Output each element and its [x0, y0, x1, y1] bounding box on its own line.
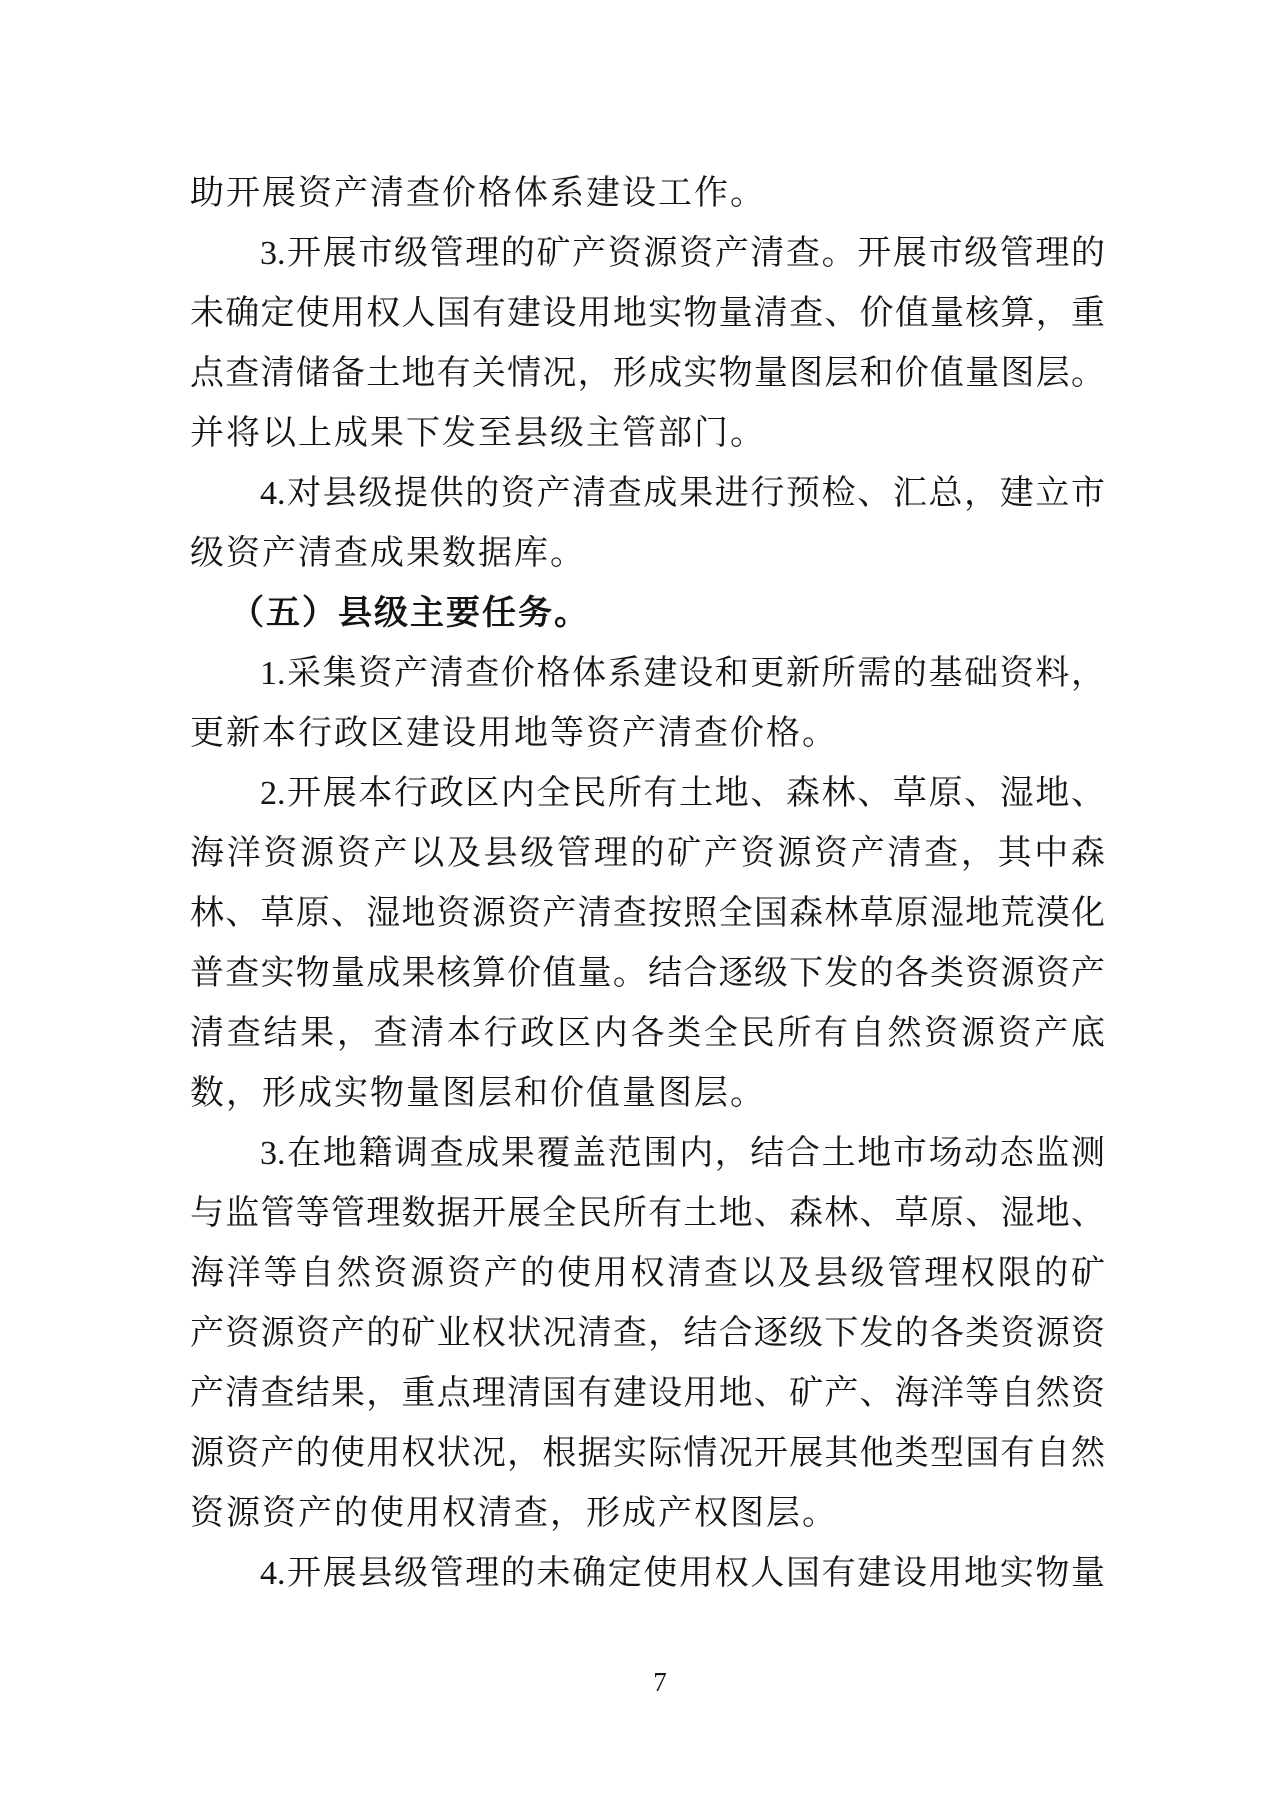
- text-line: 与监管等管理数据开展全民所有土地、森林、草原、湿地、: [190, 1195, 1105, 1232]
- text-line: 海洋资源资产以及县级管理的矿产资源资产清查，其中森: [190, 835, 1105, 872]
- document-body: [190, 164, 1105, 1604]
- text-line: 数，形成实物量图层和价值量图层。: [190, 1075, 766, 1112]
- text-line: 资源资产的使用权清查，形成产权图层。: [190, 1495, 838, 1532]
- page-number: 7: [653, 1667, 667, 1697]
- text-line: 助开展资产清查价格体系建设工作。: [190, 175, 766, 212]
- text-line: 2.开展本行政区内全民所有土地、森林、草原、湿地、: [260, 775, 1105, 812]
- text-line: 林、草原、湿地资源资产清查按照全国森林草原湿地荒漠化: [190, 895, 1105, 932]
- text-line: 清查结果，查清本行政区内各类全民所有自然资源资产底: [190, 1015, 1105, 1052]
- text-line: 普查实物量成果核算价值量。结合逐级下发的各类资源资产: [190, 955, 1105, 992]
- text-line: 更新本行政区建设用地等资产清查价格。: [190, 715, 838, 752]
- text-line: 点查清储备土地有关情况，形成实物量图层和价值量图层。: [190, 355, 1105, 392]
- text-line: 1.采集资产清查价格体系建设和更新所需的基础资料，: [260, 655, 1105, 692]
- section-heading: （五）县级主要任务。: [230, 595, 590, 632]
- text-line: 3.在地籍调查成果覆盖范围内，结合土地市场动态监测: [260, 1135, 1105, 1172]
- text-line: 产资源资产的矿业权状况清查，结合逐级下发的各类资源资: [190, 1315, 1105, 1352]
- text-line: 并将以上成果下发至县级主管部门。: [190, 415, 766, 452]
- text-line: 4.开展县级管理的未确定使用权人国有建设用地实物量: [260, 1555, 1105, 1592]
- text-line: 3.开展市级管理的矿产资源资产清查。开展市级管理的: [260, 235, 1105, 272]
- text-line: 4.对县级提供的资产清查成果进行预检、汇总，建立市: [260, 475, 1105, 512]
- text-line: 未确定使用权人国有建设用地实物量清查、价值量核算，重: [190, 295, 1105, 332]
- text-line: 源资产的使用权状况，根据实际情况开展其他类型国有自然: [190, 1435, 1105, 1472]
- text-line: 产清查结果，重点理清国有建设用地、矿产、海洋等自然资: [190, 1375, 1105, 1412]
- text-line: 级资产清查成果数据库。: [190, 535, 586, 572]
- text-line: 海洋等自然资源资产的使用权清查以及县级管理权限的矿: [190, 1255, 1105, 1292]
